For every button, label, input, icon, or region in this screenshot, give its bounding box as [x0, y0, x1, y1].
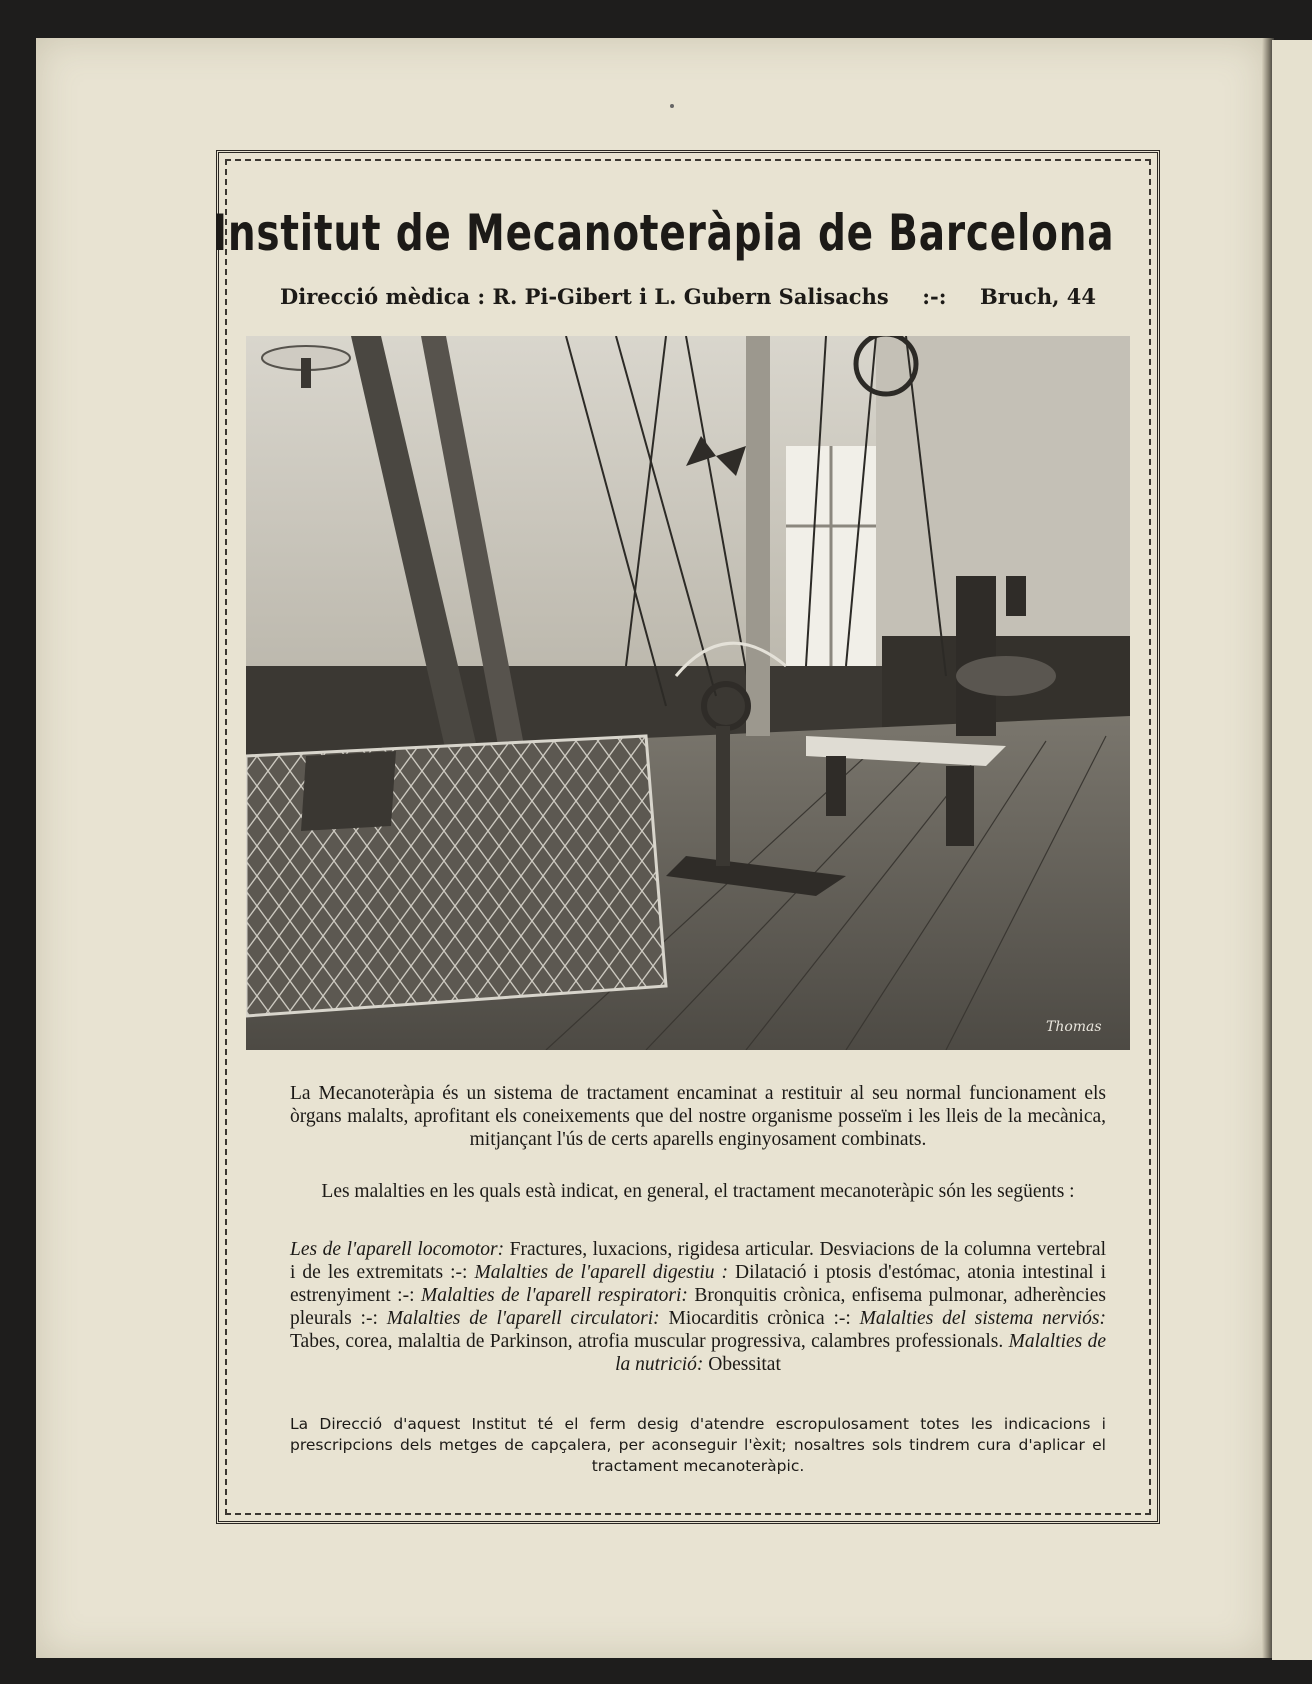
- group-text-nutrition: Obessitat: [703, 1354, 781, 1375]
- ad-subtitle: [280, 284, 1096, 309]
- address: Bruch, 44: [980, 284, 1096, 309]
- group-text-nervous: Tabes, corea, malaltia de Parkinson, atrofia muscular progressiva, calambres professionals.: [290, 1331, 1009, 1352]
- group-heading-nutrition: Malalties de la nutrició:: [615, 1331, 1106, 1375]
- group-heading-respiratory: Malalties de l'aparell respiratori:: [420, 1285, 688, 1306]
- group-heading-digestive: Malalties de l'aparell digestiu :: [474, 1262, 728, 1283]
- group-heading-circulatory: Malalties de l'aparell circulatori:: [386, 1308, 660, 1329]
- photographer-signature: Thomas: [1046, 1019, 1102, 1035]
- group-text-respiratory: Bronquitis crònica, enfisema pulmonar, adherències pleurals :-:: [290, 1285, 1106, 1329]
- indications-list: [290, 1238, 1106, 1376]
- facing-page-edge: [1272, 40, 1312, 1660]
- closing-paragraph: La Direcció d'aquest Institut té el ferm desig d'atendre escropulosament totes les indicacions i prescripcions dels metges de capçalera, per aconseguir l'èxit; nosaltres sols tindrem cura d'aplicar el tractament mecanoteràpic.: [290, 1415, 1106, 1475]
- subtitle-separator: :-:: [922, 284, 947, 309]
- paper-speck: [670, 104, 674, 108]
- group-text-circulatory: Miocarditis crònica :-:: [659, 1308, 860, 1329]
- medical-direction: Direcció mèdica : R. Pi-Gibert i L. Gubern Salisachs: [280, 284, 889, 309]
- indications-lead: Les malalties en les quals està indicat, en general, el tractament mecanoteràpic són les següents :: [321, 1181, 1075, 1202]
- ad-title: Institut de Mecanoteràpia de Barcelona: [212, 204, 1115, 262]
- photo-illustration: [246, 336, 1130, 1050]
- group-text-locomotor: Fractures, luxacions, rigidesa articular. Desviacions de la columna vertebral i de les extremitats :-:: [290, 1239, 1106, 1283]
- group-heading-nervous: Malalties del sistema nerviós:: [859, 1308, 1107, 1329]
- group-text-digestive: Dilatació i ptosis d'estómac, atonia intestinal i estrenyiment :-:: [290, 1262, 1106, 1306]
- group-heading-locomotor: Les de l'aparell locomotor:: [290, 1239, 505, 1260]
- intro-paragraph: La Mecanoteràpia és un sistema de tractament encaminat a restituir al seu normal funcionament els òrgans malalts, aprofitant els coneixements que del nostre organisme posseïm i les lleis de la mecànica, mitjançant l'ús de certs aparells enginyosament combinats.: [290, 1083, 1106, 1150]
- mechanotherapy-room-photo: [246, 336, 1130, 1050]
